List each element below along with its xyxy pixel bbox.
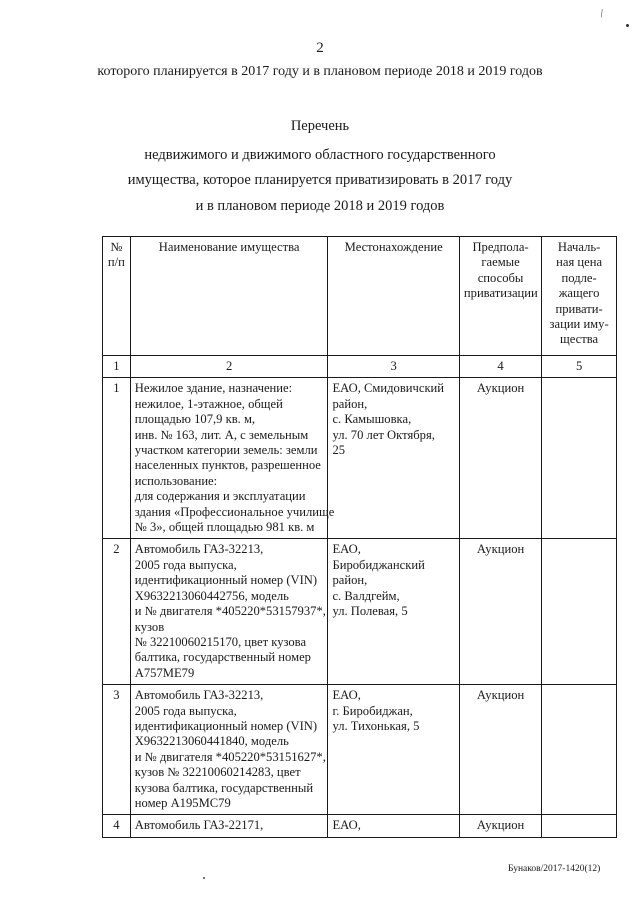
cell-text-line: № 3», общей площадью 981 кв. м: [134, 520, 315, 535]
column-index: 1: [103, 356, 131, 378]
continuation-line: которого планируется в 2017 году и в плановом периоде 2018 и 2019 годов: [97, 64, 543, 79]
cell-text-line: А757МЕ79: [134, 665, 195, 680]
cell-text-line: жащего: [558, 286, 600, 301]
cell-text-line: способы: [477, 270, 524, 285]
row-number: 1: [103, 378, 131, 539]
cell-text-line: ул. 70 лет Октября,: [332, 427, 435, 442]
column-index: 5: [542, 356, 617, 378]
cell-text-line: ЕАО,: [332, 542, 361, 557]
table-row: [103, 815, 617, 837]
footer-code: Бунаков/2017-1420(12): [508, 864, 601, 874]
cell-text-line: ЕАО, Смидовичский: [332, 381, 445, 396]
header-method: [459, 237, 541, 356]
property-name: [130, 539, 328, 685]
cell-text-line: кузов: [134, 619, 165, 634]
heading-line-3: имущества, которое планируется приватизировать в 2017 году: [127, 172, 513, 188]
row-number: 3: [103, 685, 131, 815]
cell-text-line: Нежилое здание, назначение:: [134, 381, 293, 396]
row-number: 2: [103, 539, 131, 685]
cell-text-line: Автомобиль ГАЗ-32213,: [134, 688, 264, 703]
cell-text-line: п/п: [107, 255, 125, 270]
cell-text-line: №: [110, 240, 123, 254]
cell-text-line: инв. № 163, лит. А, с земельным: [134, 427, 309, 442]
cell-text-line: населенных пунктов, разрешенное: [134, 458, 321, 473]
cell-text-line: привати-: [555, 301, 603, 316]
cell-text-line: ЕАО,: [332, 688, 361, 703]
property-table: [102, 236, 617, 838]
cell-text-line: Биробиджанский: [332, 557, 425, 572]
cell-text-line: приватизации: [463, 286, 538, 301]
cell-text-line: использование:: [134, 473, 218, 488]
cell-text-line: номер А195МС79: [134, 795, 231, 810]
cell-text-line: гаемые: [481, 255, 520, 270]
cell-text-line: идентификационный номер (VIN): [134, 573, 318, 588]
cell-text-line: г. Биробиджан,: [332, 703, 413, 718]
privatization-method: Аукцион: [459, 539, 541, 685]
column-index-row: [103, 356, 617, 378]
heading-line-2: недвижимого и движимого областного государственного: [144, 147, 496, 163]
header-no: [103, 237, 131, 356]
heading-title: Перечень: [290, 118, 350, 134]
page-number: 2: [316, 40, 324, 56]
property-location: [328, 378, 459, 539]
cell-text-line: № 32210060215170, цвет кузова: [134, 634, 307, 649]
cell-text-line: Автомобиль ГАЗ-22171,: [134, 818, 264, 833]
cell-text-line: с. Валдгейм,: [332, 588, 400, 603]
column-index: 2: [130, 356, 328, 378]
header-location: [328, 237, 459, 356]
cell-text-line: и № двигателя *405220*53151627*,: [134, 749, 326, 764]
privatization-method: Аукцион: [459, 685, 541, 815]
heading-line-4: и в плановом периоде 2018 и 2019 годов: [195, 198, 445, 214]
property-location: [328, 685, 459, 815]
cell-text-line: X9632213060442756, модель: [134, 588, 289, 603]
privatization-method: Аукцион: [459, 815, 541, 837]
cell-text-line: кузова балтика, государственный: [134, 780, 314, 795]
cell-text-line: подле-: [561, 270, 597, 285]
cell-text-line: Началь-: [557, 240, 601, 254]
row-number: 4: [103, 815, 131, 837]
cell-text-line: щества: [560, 332, 599, 347]
property-name: [130, 378, 335, 539]
initial-price: [542, 378, 617, 539]
cell-text-line: участком категории земель: земли: [134, 443, 318, 458]
cell-text-line: X9632213060441840, модель: [134, 734, 289, 749]
property-location: [328, 815, 459, 837]
cell-text-line: Автомобиль ГАЗ-32213,: [134, 542, 264, 557]
cell-text-line: ул. Полевая, 5: [332, 604, 408, 619]
cell-text-line: и № двигателя *405220*53157937*,: [134, 604, 326, 619]
cell-text-line: нежилое, 1-этажное, общей: [134, 396, 283, 411]
cell-text-line: ЕАО,: [332, 818, 361, 833]
column-index: 3: [328, 356, 459, 378]
initial-price: [542, 815, 617, 837]
cell-text-line: здания «Профессиональное училище: [134, 504, 335, 519]
initial-price: [542, 539, 617, 685]
corner-pen-mark: \: [597, 5, 607, 21]
column-index: 4: [459, 356, 541, 378]
cell-text-line: 2005 года выпуска,: [134, 703, 237, 718]
corner-dot: [626, 24, 629, 27]
cell-text-line: балтика, государственный номер: [134, 650, 311, 665]
cell-text-line: ная цена: [556, 255, 603, 270]
cell-text-line: с. Камышовка,: [332, 412, 412, 427]
header-row: [103, 237, 617, 356]
header-name: [130, 237, 328, 356]
cell-text-line: Предпола-: [472, 240, 529, 254]
header-price: [542, 237, 617, 356]
cell-text-line: кузов № 32210060214283, цвет: [134, 765, 301, 780]
property-location: [328, 539, 459, 685]
cell-text-line: 25: [332, 443, 346, 458]
table-row: [103, 539, 617, 685]
cell-text-line: 2005 года выпуска,: [134, 557, 237, 572]
cell-text-line: Наименование имущества: [158, 240, 300, 254]
cell-text-line: Местонахождение: [344, 240, 443, 254]
cell-text-line: район,: [332, 396, 368, 411]
cell-text-line: для содержания и эксплуатации: [134, 489, 306, 504]
cell-text-line: площадью 107,9 кв. м,: [134, 412, 256, 427]
table-row: [103, 378, 617, 539]
initial-price: [542, 685, 617, 815]
cell-text-line: район,: [332, 573, 368, 588]
cell-text-line: ул. Тихонькая, 5: [332, 718, 420, 733]
property-name: [130, 815, 328, 837]
table-row: [103, 685, 617, 815]
footer-dot: [203, 877, 205, 879]
cell-text-line: идентификационный номер (VIN): [134, 718, 318, 733]
property-name: [130, 685, 328, 815]
cell-text-line: зации иму-: [549, 317, 609, 332]
privatization-method: Аукцион: [459, 378, 541, 539]
